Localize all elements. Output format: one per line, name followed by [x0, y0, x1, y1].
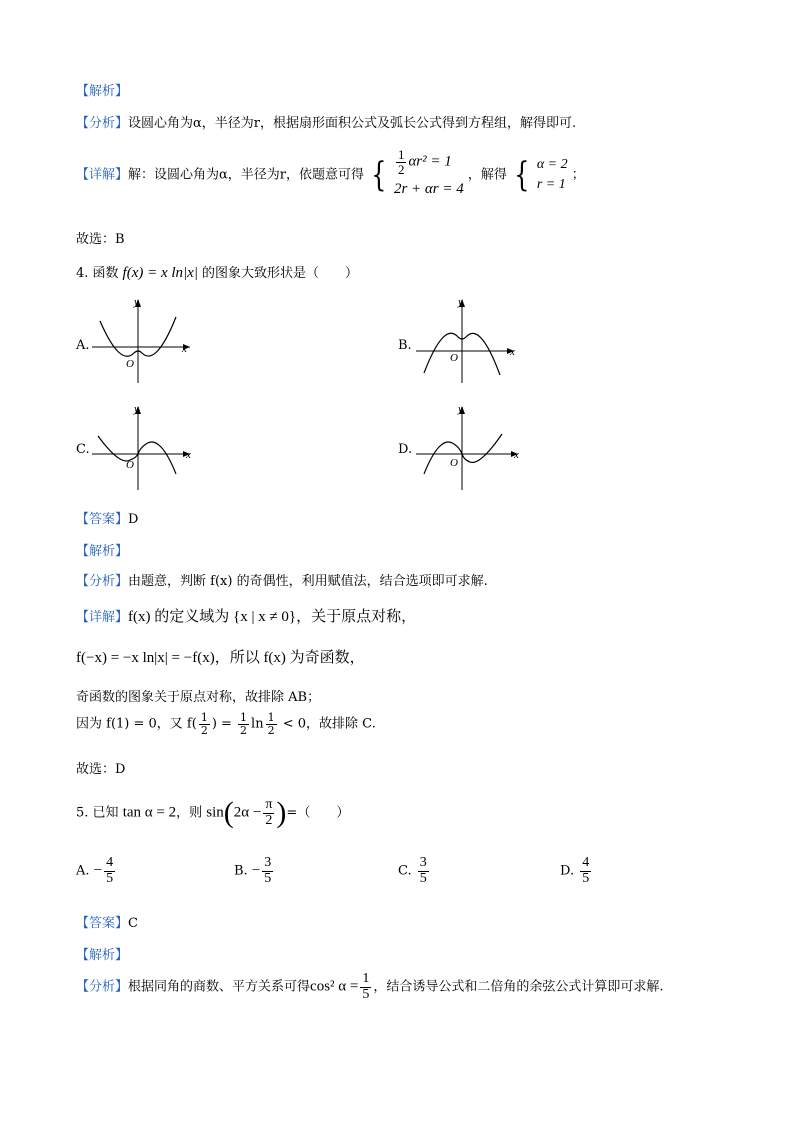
q4-detail-2: f(−x) = −x ln|x| = −f(x)，所以 f(x) 为奇函数， [76, 650, 365, 666]
q4-graph-a [90, 295, 200, 385]
parse-tag: 【解析】 [76, 84, 129, 99]
brace-left: { [371, 155, 387, 196]
q4-graph-b [414, 295, 526, 385]
q4-option-d-label: D. [398, 442, 413, 457]
analysis-line [76, 112, 576, 131]
svg-text:y: y [134, 296, 139, 308]
q4-detail-4: 因为 f(1) = 0，又 f( $\frac{1}{2}$ ) = $\frac{1}{2}$ ln $\frac{1}{2}$ < 0，故排除 C. [76, 711, 376, 737]
svg-text:y: y [458, 403, 463, 415]
q5-stem: 5. 已知 tan α = 2，则 sin(2α − $\frac{\pi}{2}$ )=（ ） [76, 796, 350, 829]
q4-choice: 故选：D [76, 762, 126, 777]
q5-option-b: B. − $\frac{3}{5}$ [234, 855, 272, 886]
detail-tag: 【详解】 [76, 167, 129, 183]
svg-text:O: O [450, 457, 458, 469]
q5-analysis: 【分析】根据同角的商数、平方关系可得cos² α = $\frac{1}{5}$ ，结合诱导公式和二倍角的余弦公式计算即可求解. [76, 971, 664, 1002]
svg-text:y: y [458, 296, 463, 308]
detail-line [76, 148, 585, 202]
q4-answer: 【答案】D [76, 512, 139, 527]
q4-analysis: 【分析】由题意，判断 f(x) 的奇偶性，利用赋值法，结合选项即可求解. [76, 574, 488, 589]
brace-left-2: { [514, 155, 530, 196]
q5-option-d: D. $\frac{4}{5}$ [560, 855, 590, 886]
equation-system: $\frac{1}{2}$ αr² = 1 2r + αr = 4 [393, 147, 464, 198]
q4-stem: 4. 函数 f(x) = x ln|x| 的图象大致形状是（ ） [76, 265, 358, 281]
svg-text:x: x [510, 346, 515, 358]
q5-parse-tag: 【解析】 [76, 948, 129, 963]
analysis-tag: 【分析】 [76, 116, 129, 131]
detail-mid: ，解得 [467, 167, 507, 183]
q4-option-b-label: B. [398, 338, 412, 353]
q5-option-a: A. − $\frac{4}{5}$ [76, 855, 114, 886]
detail-text: 解：设圆心角为α，半径为r，依题意可得 [128, 167, 365, 183]
q4-detail-1: 【详解】f(x) 的定义域为 {x | x ≠ 0}，关于原点对称， [76, 609, 417, 625]
svg-text:O: O [126, 459, 134, 471]
choice-line: 故选：B [76, 232, 125, 247]
q4-option-a-label: A. [76, 338, 90, 353]
q4-graph-c [90, 400, 202, 492]
svg-text:x: x [514, 449, 519, 461]
q4-parse-tag: 【解析】 [76, 544, 129, 559]
q4-option-c-label: C. [76, 442, 90, 457]
svg-text:x: x [186, 449, 191, 461]
q4-graph-d [414, 400, 526, 492]
q5-option-c: C. $\frac{3}{5}$ [398, 855, 427, 886]
q4-detail-3: 奇函数的图象关于原点对称，故排除 AB； [76, 690, 321, 705]
solution-system: α = 2 r = 1 [536, 157, 568, 193]
svg-text:O: O [126, 358, 134, 370]
svg-text:x: x [182, 343, 187, 355]
analysis-text: 设圆心角为α，半径为r，根据扇形面积公式及弧长公式得到方程组，解得即可. [128, 116, 577, 131]
q5-answer: 【答案】C [76, 916, 138, 931]
svg-text:y: y [134, 403, 139, 415]
detail-end: ； [571, 167, 585, 183]
svg-text:O: O [450, 352, 458, 364]
